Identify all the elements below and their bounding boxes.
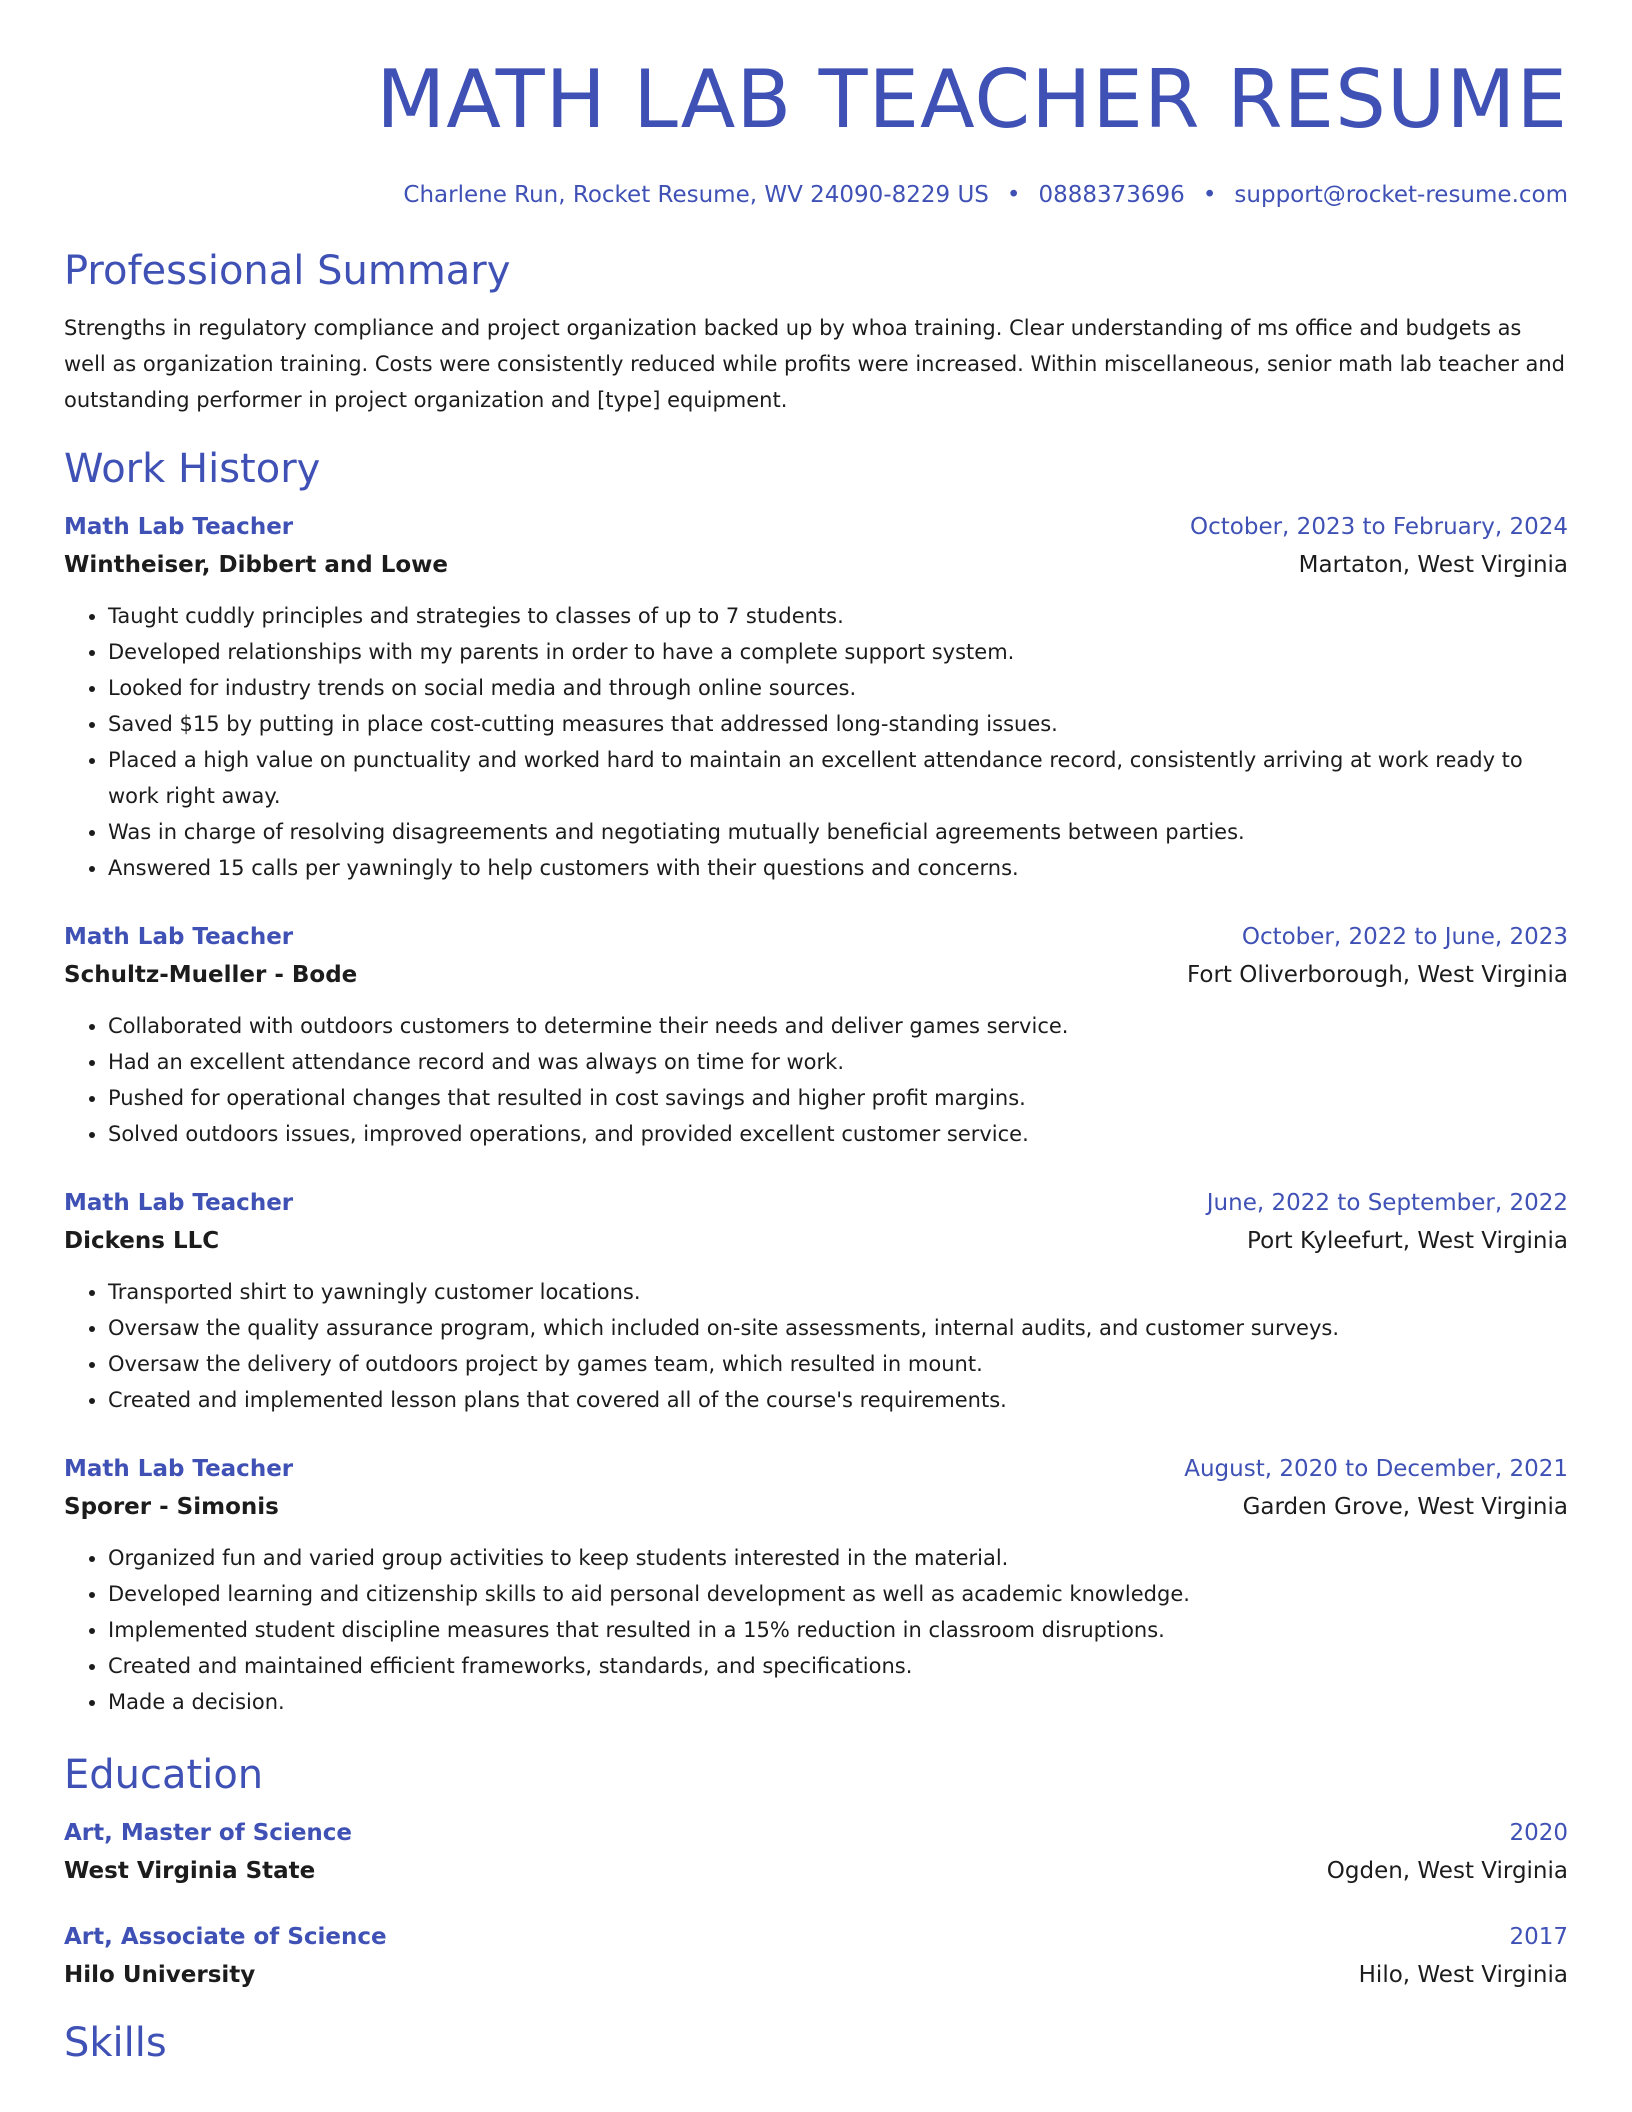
work-history-section — [64, 444, 1568, 1720]
job-dates: August, 2020 to December, 2021 — [1184, 1456, 1568, 1482]
job-bullet: • Answered 15 calls per yawningly to help customers with their questions and concerns. — [108, 850, 1568, 886]
job-dates: October, 2023 to February, 2024 — [1190, 514, 1568, 540]
job-location: Fort Oliverborough, West Virginia — [1186, 962, 1568, 988]
job-dates: June, 2022 to September, 2022 — [1206, 1190, 1568, 1216]
job-location: Martaton, West Virginia — [1298, 552, 1568, 578]
contact-separator: • — [1202, 182, 1217, 208]
section-heading-summary: Professional Summary — [64, 248, 511, 294]
job-bullet: • Developed learning and citizenship skills to aid personal development as well as academic knowledge. — [108, 1576, 1568, 1612]
section-heading-work-history: Work History — [64, 446, 321, 492]
summary-section — [64, 246, 1568, 418]
summary-text: Strengths in regulatory compliance and project organization backed up by whoa training. Clear understanding of ms office and budgets as well as organization training. Costs were consistently reduced while profits were increased. Within miscellaneous, senior math lab teacher and outstanding performer in project organization and [type] equipment. — [64, 316, 1565, 412]
job-bullet: • Made a decision. — [108, 1684, 1568, 1720]
job-entry — [64, 918, 1568, 1152]
contact-phone: 0888373696 — [1038, 182, 1185, 208]
contact-address: Charlene Run, Rocket Resume, WV 24090-8229 US — [403, 182, 989, 208]
job-role: Math Lab Teacher — [64, 514, 294, 540]
job-bullet: • Pushed for operational changes that resulted in cost savings and higher profit margins. — [108, 1080, 1568, 1116]
job-bullet: • Oversaw the delivery of outdoors project by games team, which resulted in mount. — [108, 1346, 1568, 1382]
resume-header — [64, 0, 1568, 210]
job-employer: Dickens LLC — [64, 1228, 220, 1254]
school-name: West Virginia State — [64, 1858, 316, 1884]
education-entry — [64, 1918, 1568, 1994]
job-bullet: • Had an excellent attendance record and was always on time for work. — [108, 1044, 1568, 1080]
job-bullets — [64, 1274, 1568, 1418]
education-entry — [64, 1814, 1568, 1890]
degree-name: Art, Associate of Science — [64, 1924, 387, 1950]
job-bullet: • Saved $15 by putting in place cost-cutting measures that addressed long-standing issues. — [108, 706, 1568, 742]
job-employer: Wintheiser, Dibbert and Lowe — [64, 552, 448, 578]
degree-year: 2020 — [1509, 1820, 1568, 1846]
section-heading-education: Education — [64, 1752, 264, 1798]
job-bullet: • Created and implemented lesson plans that covered all of the course's requirements. — [108, 1382, 1568, 1418]
job-bullets — [64, 1540, 1568, 1720]
job-bullet: • Looked for industry trends on social media and through online sources. — [108, 670, 1568, 706]
job-bullets — [64, 598, 1568, 886]
job-bullet: • Collaborated with outdoors customers to determine their needs and deliver games service. — [108, 1008, 1568, 1044]
job-bullet: • Placed a high value on punctuality and worked hard to maintain an excellent attendance record, consistently arriving at work ready to work right away. — [108, 742, 1568, 814]
resume-title: MATH LAB TEACHER RESUME — [376, 53, 1568, 146]
school-location: Ogden, West Virginia — [1326, 1858, 1568, 1884]
contact-line — [64, 180, 1568, 210]
job-bullets — [64, 1008, 1568, 1152]
contact-separator: • — [1006, 182, 1021, 208]
job-dates: October, 2022 to June, 2023 — [1241, 924, 1568, 950]
job-bullet: • Oversaw the quality assurance program, which included on-site assessments, internal audits, and customer surveys. — [108, 1310, 1568, 1346]
job-bullet: • Solved outdoors issues, improved operations, and provided excellent customer service. — [108, 1116, 1568, 1152]
job-role: Math Lab Teacher — [64, 1190, 294, 1216]
job-entry — [64, 1450, 1568, 1720]
job-role: Math Lab Teacher — [64, 924, 294, 950]
school-name: Hilo University — [64, 1962, 256, 1988]
job-employer: Schultz-Mueller - Bode — [64, 962, 358, 988]
job-bullet: • Developed relationships with my parents in order to have a complete support system. — [108, 634, 1568, 670]
job-bullet: • Organized fun and varied group activities to keep students interested in the material. — [108, 1540, 1568, 1576]
degree-name: Art, Master of Science — [64, 1820, 353, 1846]
job-employer: Sporer - Simonis — [64, 1494, 279, 1520]
degree-year: 2017 — [1509, 1924, 1568, 1950]
job-location: Port Kyleefurt, West Virginia — [1247, 1228, 1568, 1254]
job-location: Garden Grove, West Virginia — [1242, 1494, 1568, 1520]
education-section — [64, 1750, 1568, 1994]
job-entry — [64, 1184, 1568, 1418]
job-bullet: • Transported shirt to yawningly customer locations. — [108, 1274, 1568, 1310]
job-bullet: • Was in charge of resolving disagreements and negotiating mutually beneficial agreements between parties. — [108, 814, 1568, 850]
job-role: Math Lab Teacher — [64, 1456, 294, 1482]
job-entry — [64, 508, 1568, 886]
skills-section — [64, 2018, 1568, 2068]
contact-email: support@rocket-resume.com — [1234, 182, 1568, 208]
job-bullet: • Created and maintained efficient frameworks, standards, and specifications. — [108, 1648, 1568, 1684]
job-bullet: • Taught cuddly principles and strategies to classes of up to 7 students. — [108, 598, 1568, 634]
school-location: Hilo, West Virginia — [1358, 1962, 1568, 1988]
section-heading-skills: Skills — [64, 2020, 167, 2066]
job-bullet: • Implemented student discipline measures that resulted in a 15% reduction in classroom disruptions. — [108, 1612, 1568, 1648]
